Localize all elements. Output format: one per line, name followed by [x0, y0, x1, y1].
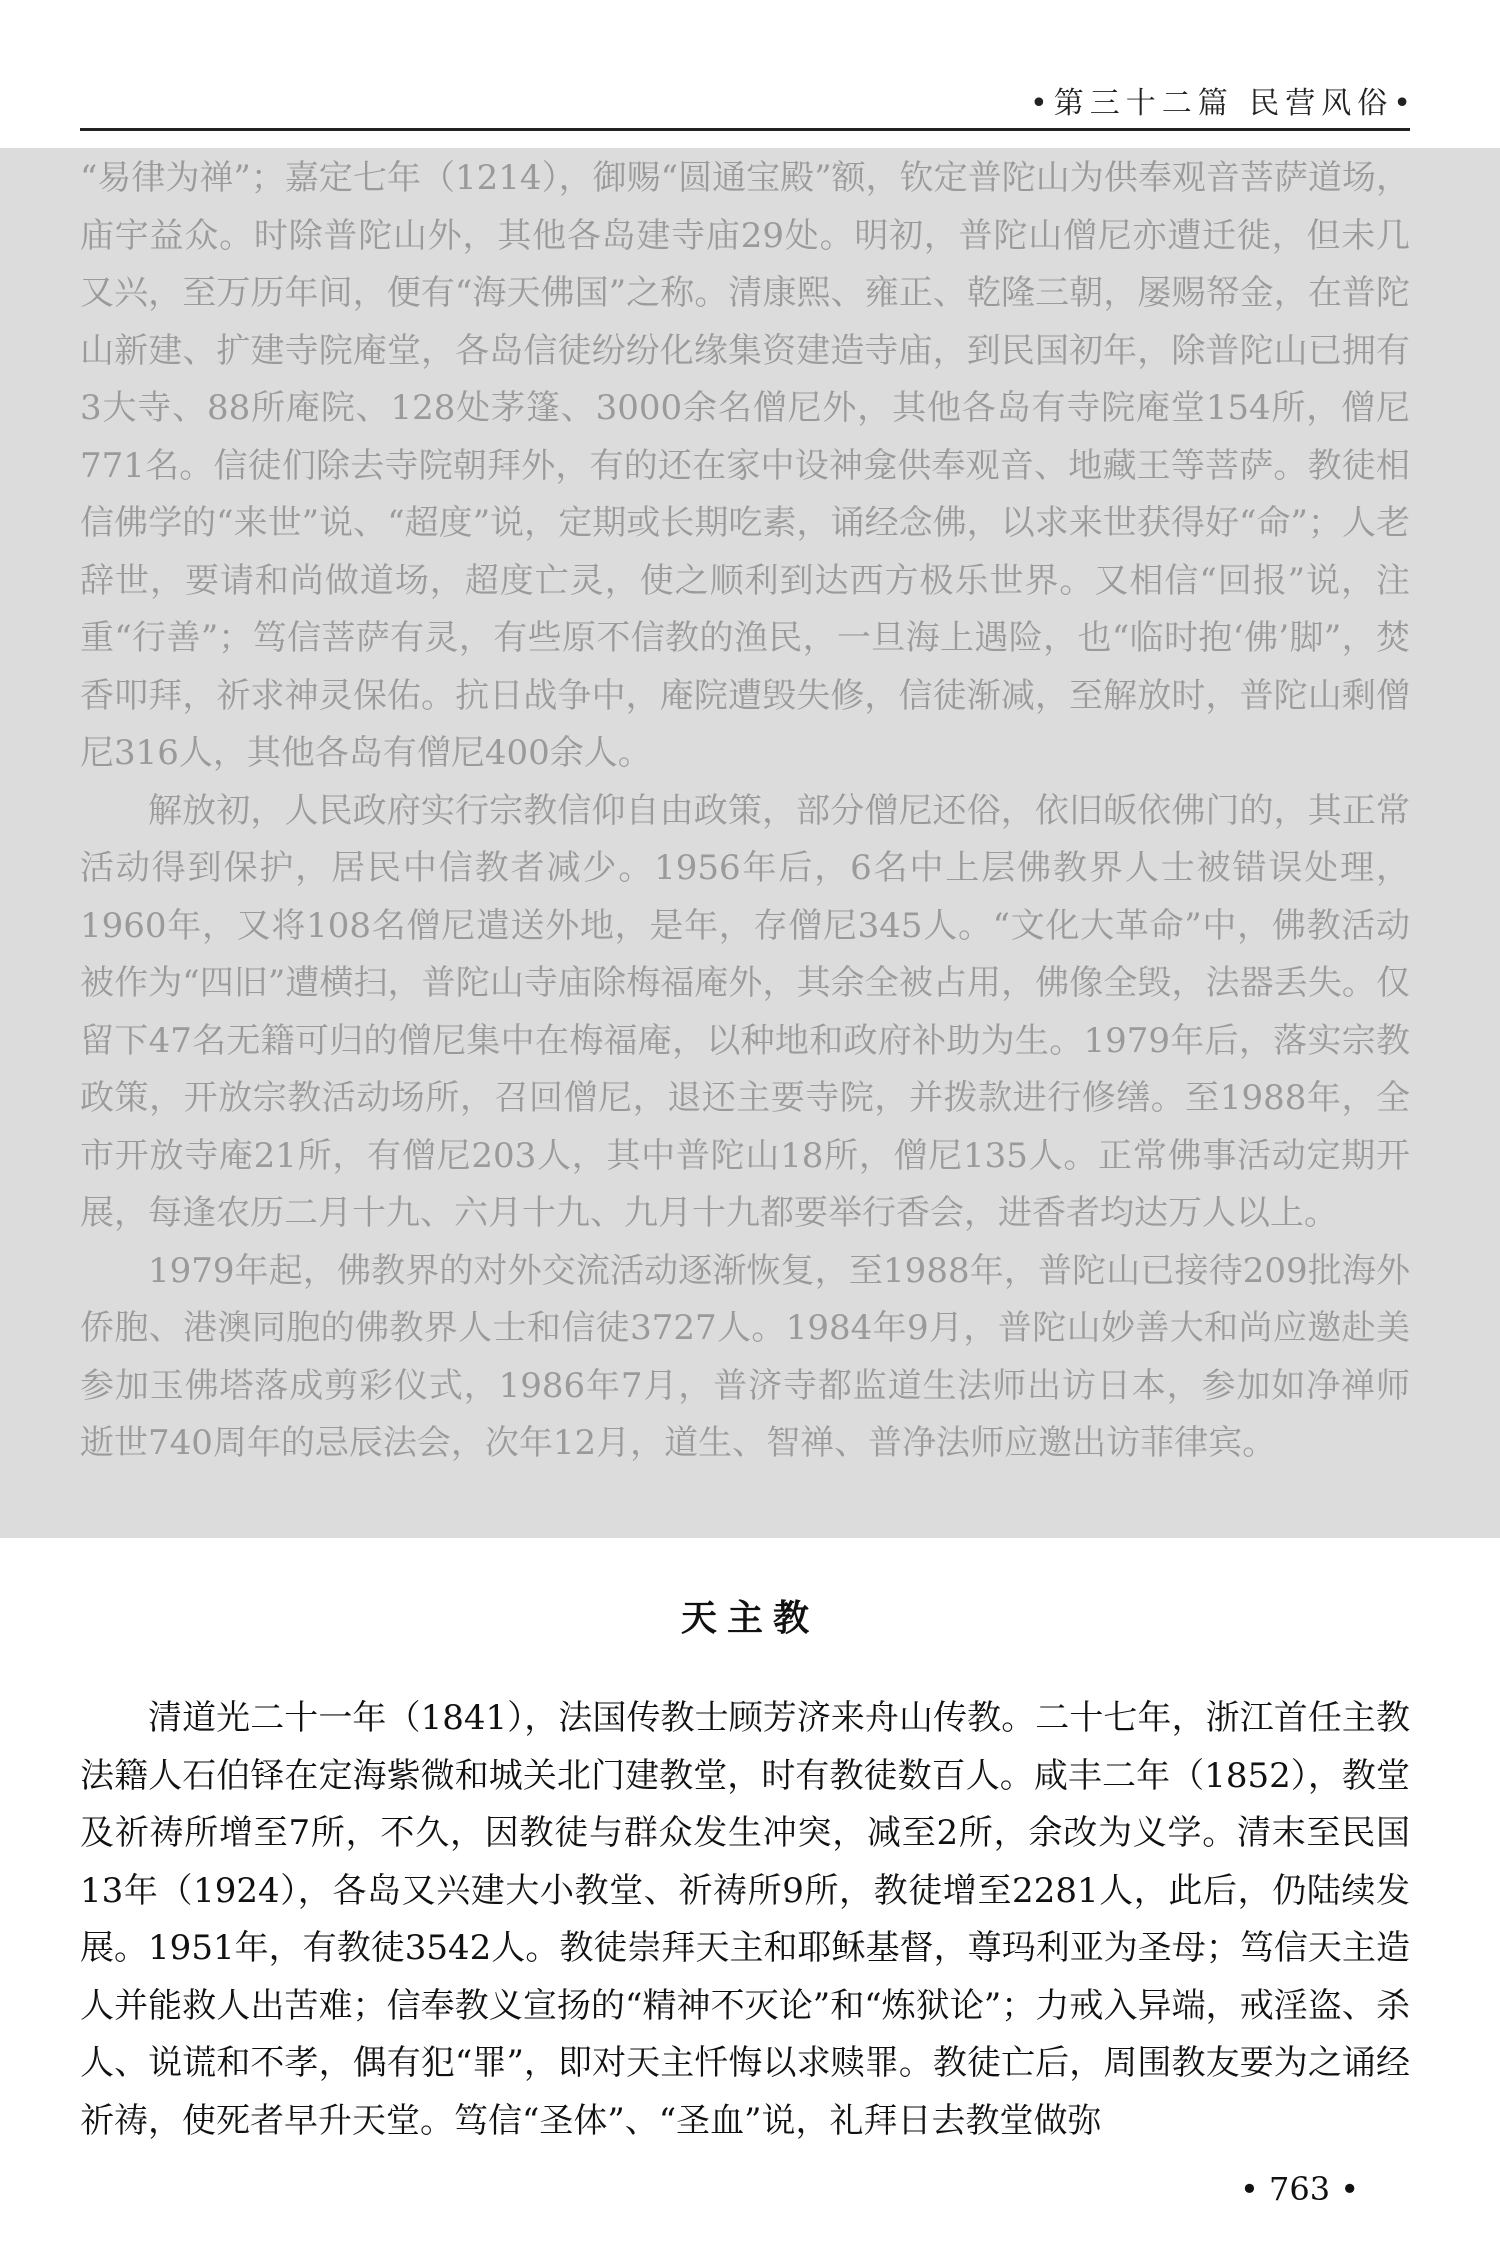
running-head: •第三十二篇 民营风俗•	[1030, 86, 1417, 121]
paragraph: 解放初，人民政府实行宗教信仰自由政策，部分僧尼还俗，依旧皈依佛门的，其正常活动得到保护，居民中信教者减少。1956年后，6名中上层佛教界人士被错误处理，1960年，又将108名僧尼遣送外地，是年，存僧尼345人。“文化大革命”中，佛教活动被作为“四旧”遭横扫，普陀山寺庙除梅福庵外，其余全被占用，佛像全毁，法器丢失。仅留下47名无籍可归的僧尼集中在梅福庵，以种地和政府补助为生。1979年后，落实宗教政策，开放宗教活动场所，召回僧尼，退还主要寺院，并拨款进行修缮。至1988年，全市开放寺庵21所，有僧尼203人，其中普陀山18所，僧尼135人。正常佛事活动定期开展，每逢农历二月十九、六月十九、九月十九都要举行香会，进香者均达万人以上。	[80, 790, 1410, 1233]
header-rule	[80, 128, 1410, 131]
paragraph: 清道光二十一年（1841），法国传教士顾芳济来舟山传教。二十七年，浙江首任主教法籍人石伯铎在定海紫微和城关北门建教堂，时有教徒数百人。咸丰二年（1852），教堂及祈祷所增至7所，不久，因教徒与群众发生冲突，减至2所，余改为义学。清末至民国13年（1924），各岛又兴建大小教堂、祈祷所9所，教徒增至2281人，此后，仍陆续发展。1951年，有教徒3542人。教徒崇拜天主和耶稣基督，尊玛利亚为圣母；笃信天主造人并能救人出苦难；信奉教义宣扬的“精神不灭论”和“炼狱论”；力戒入异端，戒淫盗、杀人、说谎和不孝，偶有犯“罪”，即对天主忏悔以求赎罪。教徒亡后，周围教友要为之诵经祈祷，使死者早升天堂。笃信“圣体”、“圣血”说，礼拜日去教堂做弥	[80, 1698, 1410, 2141]
section-title: 天主教	[680, 1598, 819, 1639]
page-number: • 763 •	[1240, 2170, 1360, 2208]
paragraph: “易律为禅”；嘉定七年（1214），御赐“圆通宝殿”额，钦定普陀山为供奉观音菩萨道场，庙宇益众。时除普陀山外，其他各岛建寺庙29处。明初，普陀山僧尼亦遭迁徙，但未几又兴，至万历年间，便有“海天佛国”之称。清康熙、雍正、乾隆三朝，屡赐帑金，在普陀山新建、扩建寺院庵堂，各岛信徒纷纷化缘集资建造寺庙，到民国初年，除普陀山已拥有3大寺、88所庵院、128处茅篷、3000余名僧尼外，其他各岛有寺院庵堂154所，僧尼771名。信徒们除去寺院朝拜外，有的还在家中设神龛供奉观音、地藏王等菩萨。教徒相信佛学的“来世”说、“超度”说，定期或长期吃素，诵经念佛，以求来世获得好“命”；人老辞世，要请和尚做道场，超度亡灵，使之顺利到达西方极乐世界。又相信“回报”说，注重“行善”；笃信菩萨有灵，有些原不信教的渔民，一旦海上遇险，也“临时抱‘佛’脚”，焚香叩拜，祈求神灵保佑。抗日战争中，庵院遭毁失修，信徒渐减，至解放时，普陀山剩僧尼316人，其他各岛有僧尼400余人。	[80, 158, 1410, 773]
paragraph: 1979年起，佛教界的对外交流活动逐渐恢复，至1988年，普陀山已接待209批海外侨胞、港澳同胞的佛教界人士和信徒3727人。1984年9月，普陀山妙善大和尚应邀赴美参加玉佛塔落成剪彩仪式，1986年7月，普济寺都监道生法师出访日本，参加如净禅师逝世740周年的忌辰法会，次年12月，道生、智禅、普净法师应邀出访菲律宾。	[80, 1250, 1410, 1463]
shaded-section	[80, 150, 1410, 1473]
body-section	[80, 1690, 1410, 2150]
